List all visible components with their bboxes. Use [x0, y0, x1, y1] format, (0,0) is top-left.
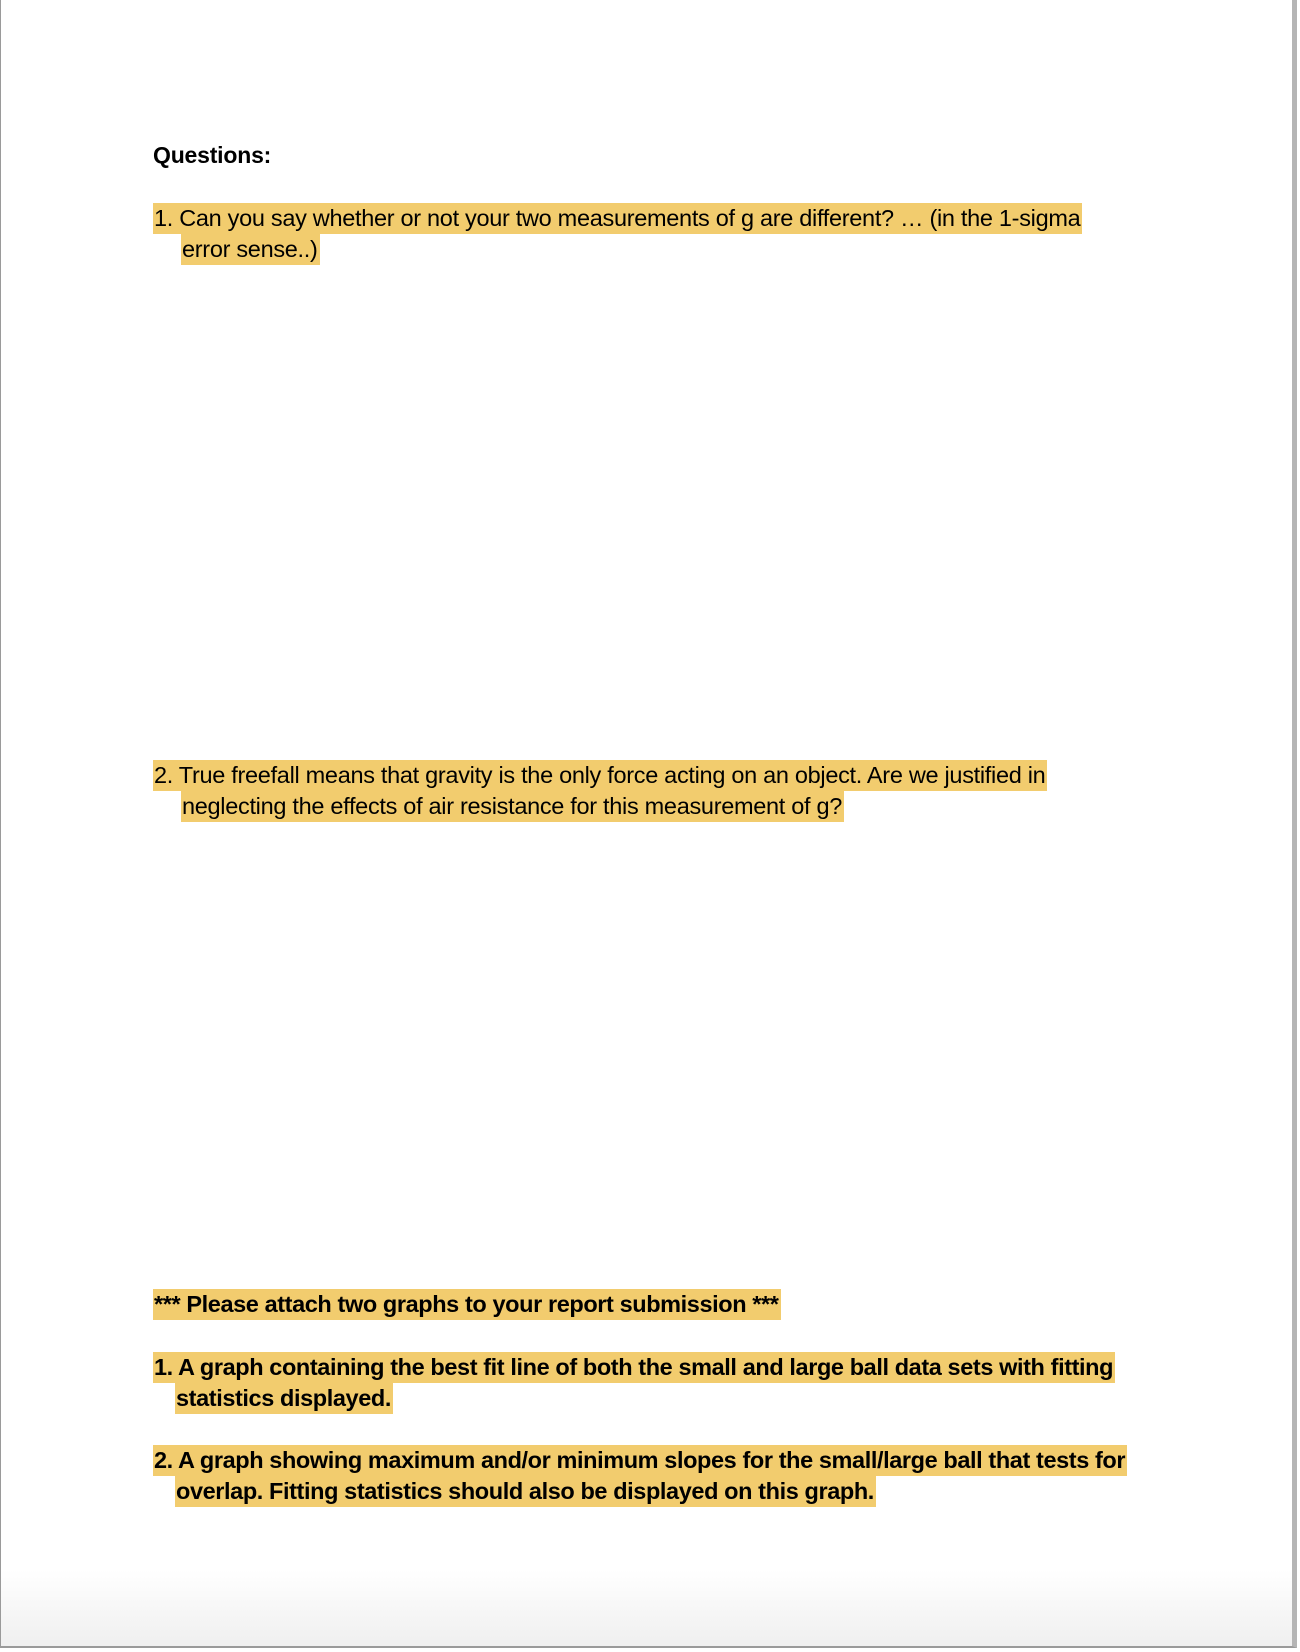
graph-requirement-1 — [153, 1352, 1115, 1414]
question-1 — [153, 203, 1082, 265]
attach-note-text: *** Please attach two graphs to your report submission *** — [153, 1289, 781, 1320]
question-1-line-1: 1. Can you say whether or not your two measurements of g are different? … (in the 1-sigma — [153, 203, 1082, 234]
graph-requirement-2-line-1: 2. A graph showing maximum and/or minimum slopes for the small/large ball that tests for — [153, 1445, 1127, 1476]
question-1-line-2: error sense..) — [181, 234, 320, 265]
question-2-line-2: neglecting the effects of air resistance for this measurement of g? — [181, 791, 844, 822]
graph-requirement-1-line-2: statistics displayed. — [175, 1383, 393, 1414]
graph-requirement-2-line-2: overlap. Fitting statistics should also be displayed on this graph. — [175, 1476, 876, 1507]
attach-note — [153, 1289, 781, 1320]
graph-requirement-2 — [153, 1445, 1127, 1507]
question-2 — [153, 760, 1047, 822]
graph-requirement-1-line-1: 1. A graph containing the best fit line of both the small and large ball data sets with fitting — [153, 1352, 1115, 1383]
questions-heading: Questions: — [153, 142, 272, 168]
question-2-line-1: 2. True freefall means that gravity is the only force acting on an object. Are we justified in — [153, 760, 1047, 791]
